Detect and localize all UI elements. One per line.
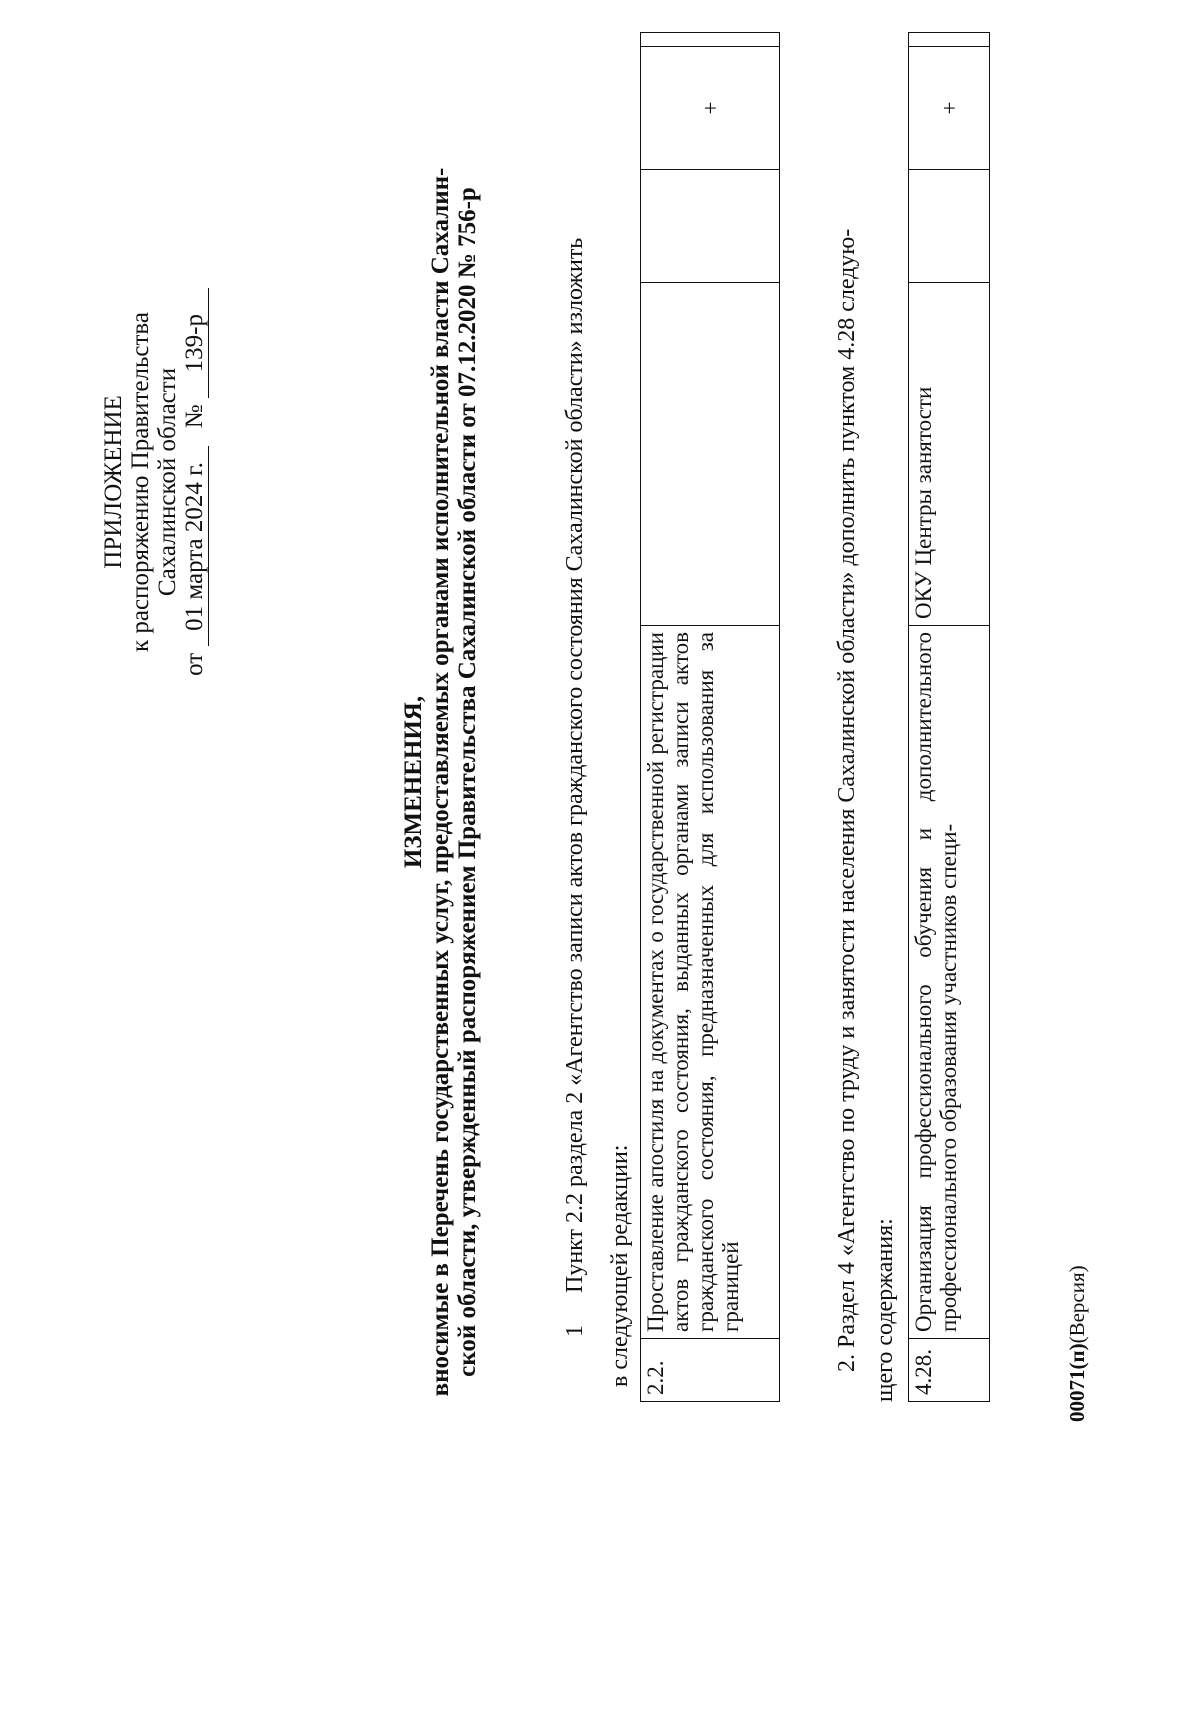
footer-version: (Версия) [1065, 1265, 1089, 1344]
item1-number: 1 [562, 1325, 588, 1337]
row-col2: + [641, 47, 780, 170]
footer-code: 00071(п) [1065, 1343, 1089, 1422]
document-title [400, 112, 481, 1452]
appendix-date: 01 марта 2024 г. [181, 447, 209, 647]
row-number: 2.2. [641, 1339, 780, 1402]
number-label: № [181, 404, 208, 429]
appendix-line2: Сахалинской области [154, 367, 181, 597]
item1-paragraph-cont: в следующей редакции: [607, 1144, 633, 1387]
item2-table [908, 32, 990, 1402]
item1-paragraph [560, 137, 590, 1337]
row-organization: ОКУ Центры занятости [909, 283, 990, 626]
footer [1065, 1265, 1090, 1422]
title-line1: вносимые в Перечень государственных услуг, предоставляемых органами исполнительной власти Сахалин- [427, 167, 454, 1397]
row-col2: + [909, 47, 990, 170]
row-description: Организация профессионального обучения и дополнительного профессионального образования участников специ- [909, 626, 990, 1339]
row-col1 [641, 170, 780, 283]
row-organization [641, 283, 780, 626]
row-col3 [909, 33, 990, 47]
appendix-block [100, 252, 209, 712]
title-heading: ИЗМЕНЕНИЯ, [400, 695, 427, 869]
appendix-heading: ПРИЛОЖЕНИЕ [100, 395, 127, 569]
appendix-line1: к распоряжению Правительства [127, 312, 154, 653]
item1-table [640, 32, 780, 1402]
appendix-date-line [181, 252, 209, 712]
row-col3 [641, 33, 780, 47]
row-number: 4.28. [909, 1339, 990, 1402]
row-description: Проставление апостиля на документах о государственной регистрации актов гражданского состояния, выданных органами записи актов гражданского состояния, предназначенных для использования за границей [641, 626, 780, 1339]
item1-text: Пункт 2.2 раздела 2 «Агентство записи актов гражданского состояния Сахалинской области» изложить [562, 237, 588, 1293]
title-line2: ской области, утвержденный распоряжением Правительства Сахалинской области от 07.12.2020 № 756-р [454, 187, 481, 1377]
table-row [909, 33, 990, 1402]
appendix-number: 139-р [181, 288, 209, 398]
table-row [641, 33, 780, 1402]
item2-paragraph-cont: щего содержания: [872, 1218, 898, 1402]
row-col1 [909, 170, 990, 283]
item2-paragraph: 2. Раздел 4 «Агентство по труду и занятости населения Сахалинской области» дополнить пунктом 4.28 следую- [834, 228, 860, 1372]
date-prefix: от [181, 652, 208, 676]
